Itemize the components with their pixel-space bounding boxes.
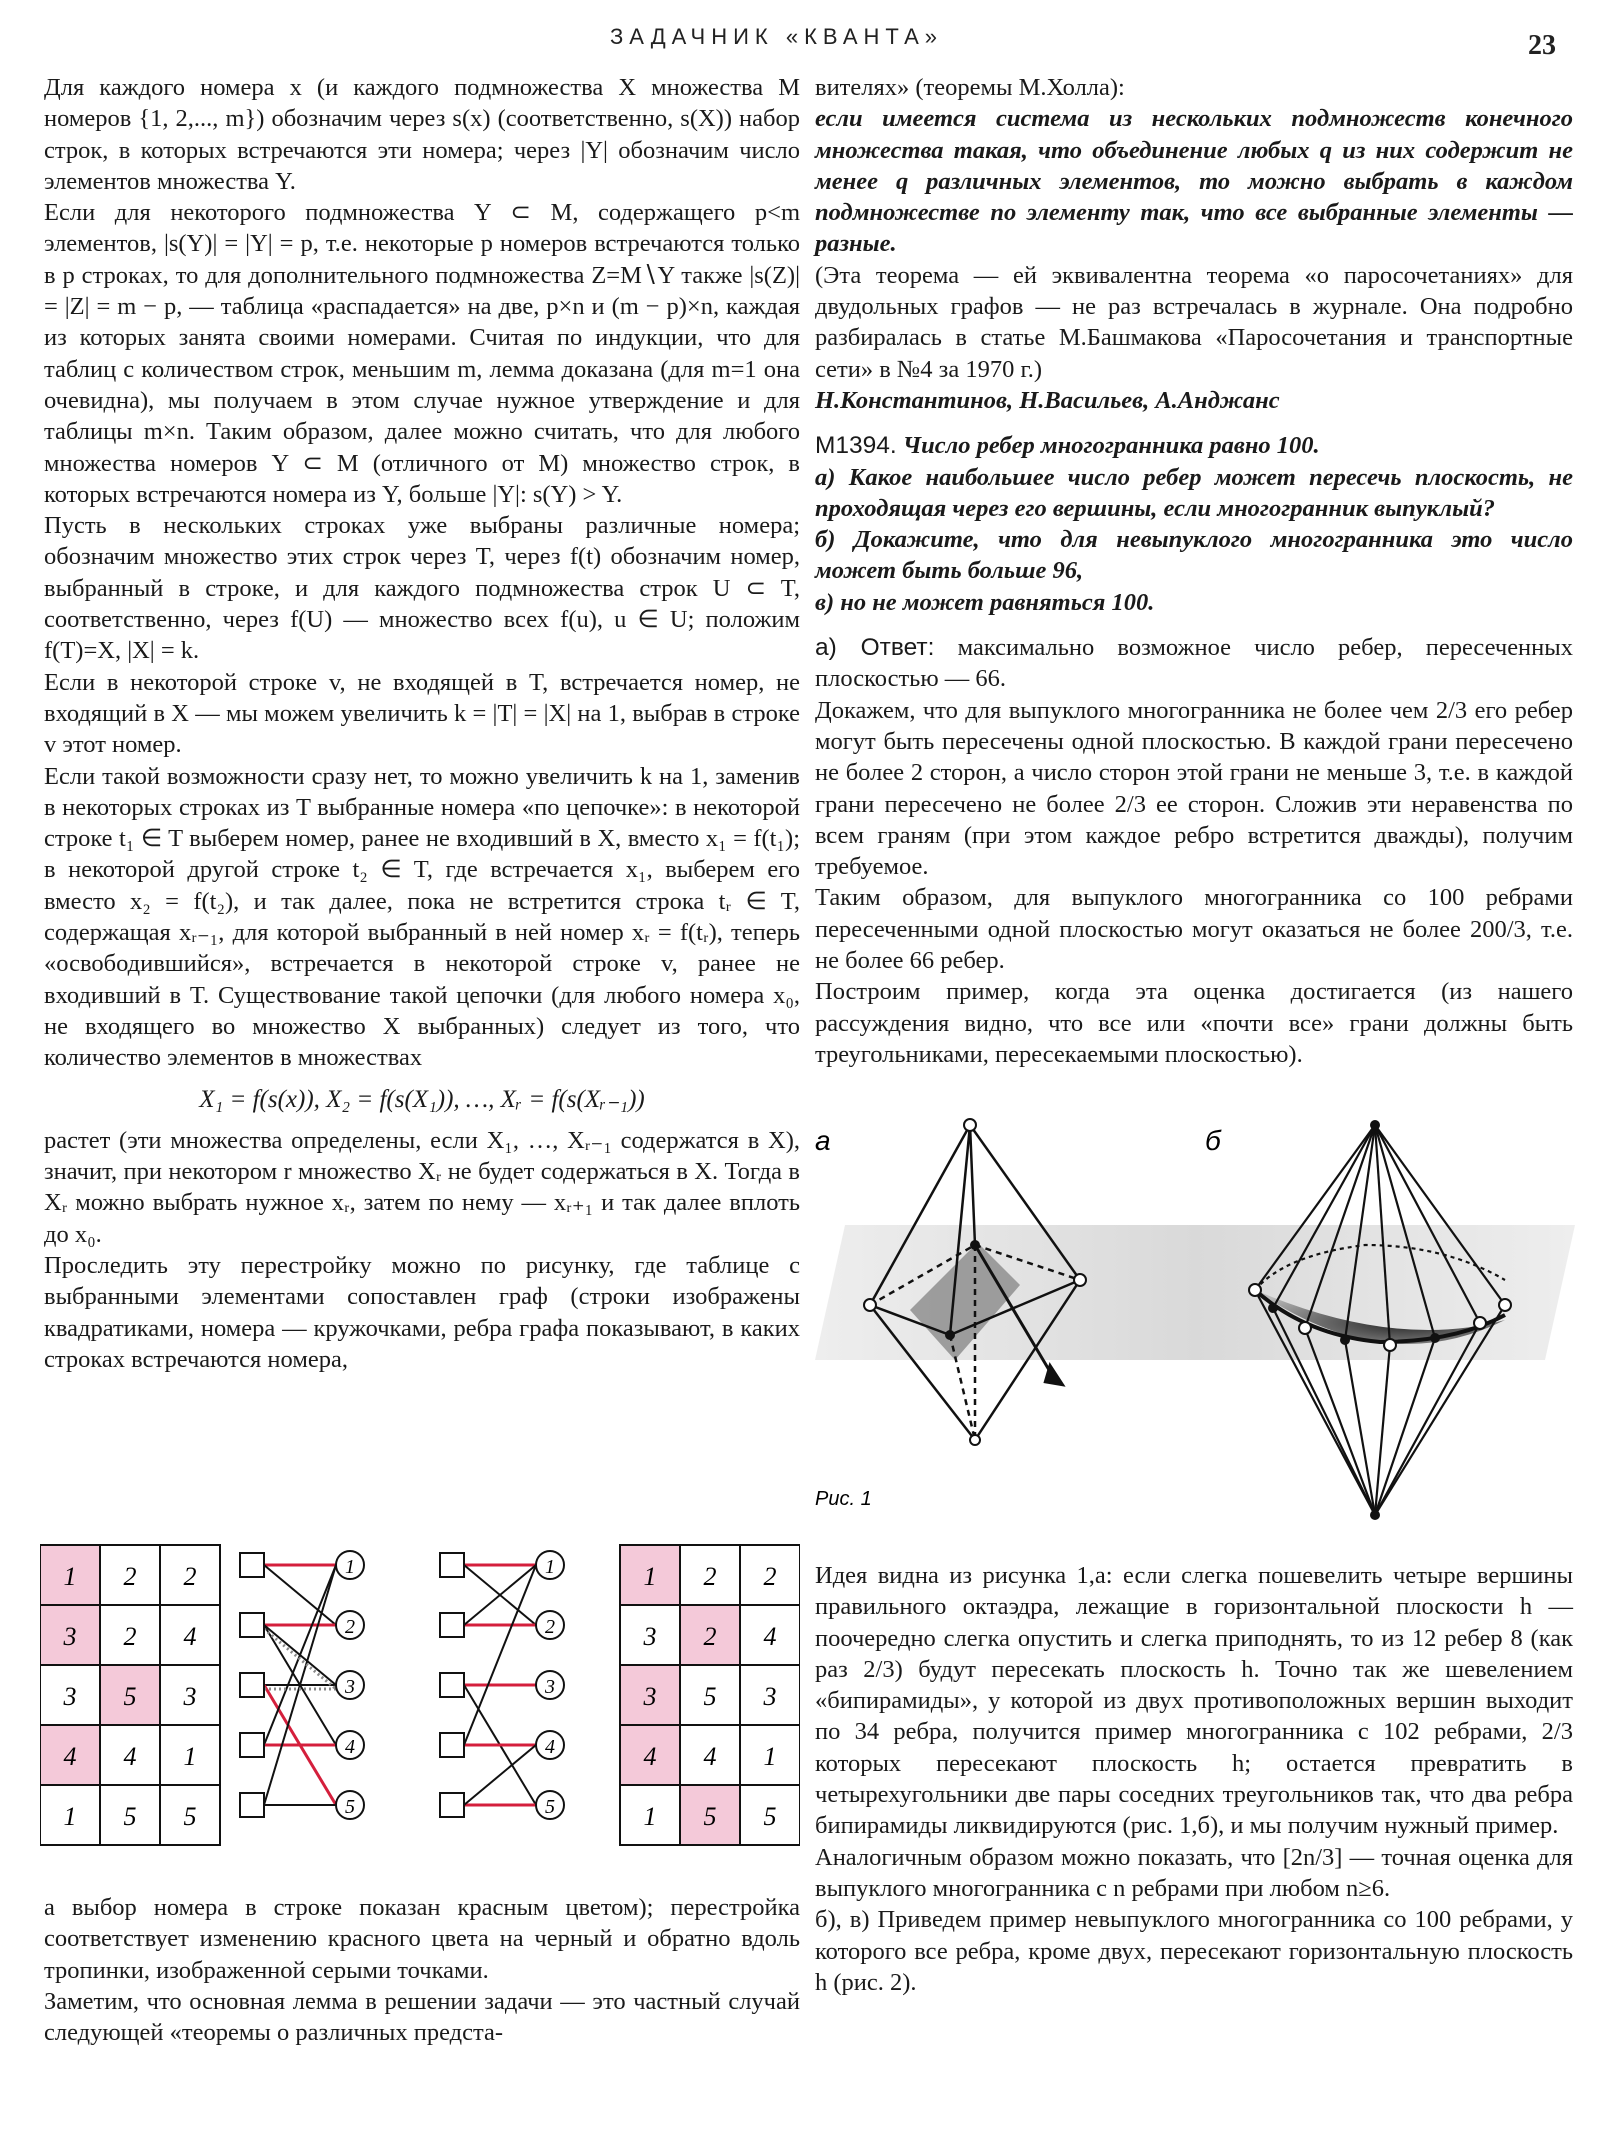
row-square	[440, 1793, 464, 1817]
paragraph: Если для некоторого подмножества Y ⊂ M, содержащего p<m элементов, |s(Y)| = |Y| = p, т.е. некоторые p номеров встречаются только в p строках, то для дополнительного подмножества Z=M∖Y также |s(Z)| = |Z| = m − p, — таблица «распадается» на две, p×n и (m − p)×n, каждая из которых занята своими номерами. Считая по индукции, что для таблиц с количеством строк, меньшим m, лемма доказана (для m=1 она очевидна), мы получаем в этом случае нужное утверждение и для таблицы m×n. Таким образом, далее можно считать, что для любого множества номеров Y ⊂ M (отличного от M) множество строк, в которых встречаются номера из Y, больше |Y|: s(Y) > Y.	[44, 199, 800, 508]
table-cell-value: 5	[703, 1802, 717, 1831]
paragraph: Заметим, что основная лемма в решении задачи — это частный случай следующей «теоремы о различных предста-	[44, 1987, 800, 2047]
vertex	[1299, 1322, 1311, 1334]
edge	[264, 1565, 336, 1625]
paragraph: Построим пример, когда эта оценка достигается (из нашего рассуждения видно, что все или «почти все» грани должны быть треугольниками, пересекаемыми плоскостью).	[815, 978, 1573, 1068]
formula: X₁ = f(s(x)), X₂ = f(s(X₁)), …, Xᵣ = f(s(Xᵣ₋₁))	[199, 1085, 645, 1113]
page-number: 23	[1528, 30, 1556, 61]
paragraph: Идея видна из рисунка 1,а: если слегка пошевелить четыре вершины правильного октаэдра, лежащие в горизонтальной плоскости h — поочередно слегка опустить и слегка приподнять, то из 12 ребер 8 (как раз 2/3) будут пересекать плоскость h. Точно так же шевелением «бипирамиды», у которой из двух противоположных вершин выходит по 34 ребра, получится пример многогранника с 102 ребрами, 2/3 которых пересекают плоскость h; остается превратить в четырехугольники две пары соседних треугольников так, что два ребра бипирамиды ликвидируются (рис. 1,б), и мы получим нужный пример.	[815, 1562, 1573, 1840]
problem-part-a: а) Какое наибольшее число ребер может пересечь плоскость, не проходящая через его вершины, если многогранник выпуклый?	[815, 463, 1573, 522]
table-cell-value: 3	[183, 1682, 197, 1711]
problem-heading	[815, 430, 1573, 461]
table-cell-value: 2	[123, 1562, 137, 1591]
left-column-bottom	[44, 1892, 800, 2048]
edge	[464, 1565, 536, 1745]
graph-right	[440, 1551, 564, 1819]
table-cell-value: 3	[63, 1622, 77, 1651]
number-circle-label: 2	[345, 1616, 355, 1638]
vertex	[1499, 1299, 1511, 1311]
number-circle-label: 3	[345, 1676, 355, 1698]
edge	[464, 1745, 536, 1805]
problem-id: М1394.	[815, 432, 897, 460]
row-square	[240, 1613, 264, 1637]
table-cell-value: 5	[763, 1802, 777, 1831]
row-square	[240, 1733, 264, 1757]
table-cell-value: 4	[183, 1622, 197, 1651]
number-circle-label: 2	[545, 1616, 555, 1638]
graph-left	[240, 1551, 364, 1819]
number-circle-label: 5	[345, 1796, 355, 1818]
problem-part-b: б) Докажите, что для невыпуклого многогранника это число может быть больше 96,	[815, 526, 1573, 585]
table-cell-value: 4	[703, 1742, 717, 1771]
vertex	[1074, 1274, 1086, 1286]
table-cell-value: 1	[63, 1802, 77, 1831]
row-square	[240, 1793, 264, 1817]
paragraph: а выбор номера в строке показан красным цветом); перестройка соответствует изменению красного цвета на черный и обратно вдоль тропинки, изображенной серыми точками.	[44, 1894, 800, 1984]
table-cell-value: 4	[63, 1742, 77, 1771]
paragraph: Для каждого номера x (и каждого подмножества X множества M номеров {1, 2,..., m}) обозначим через s(x) (соответственно, s(X)) набор строк, в которых встречаются эти номера; через |Y| обозначим число элементов множества Y.	[44, 74, 800, 195]
figure-1-label-b: б	[1205, 1125, 1221, 1156]
row-square	[440, 1733, 464, 1757]
path-dotted	[264, 1629, 336, 1689]
table-cell-value: 1	[763, 1742, 777, 1771]
table-cell-value: 3	[643, 1682, 657, 1711]
number-circle-label: 5	[545, 1796, 555, 1818]
right-column-bottom	[815, 1560, 1573, 1998]
table-left	[40, 1545, 220, 1845]
table-cell-value: 1	[63, 1562, 77, 1591]
figure-1	[805, 1110, 1585, 1530]
paragraph: Если в некоторой строке v, не входящей в T, встречается номер, не входящий в X — мы можем увеличить k = |T| = |X| на 1, выбрав в строке v этот номер.	[44, 668, 800, 759]
number-circle-label: 4	[545, 1736, 555, 1758]
row-square	[240, 1553, 264, 1577]
row-square	[240, 1673, 264, 1697]
paragraph: Пусть в нескольких строках уже выбраны различные номера; обозначим множество этих строк через T, через f(t) обозначим номер, выбранный в строке, и для каждого подмножества строк U ⊂ T, соответственно, через f(U) — множество всех f(u), u ∈ U; положим f(T)=X, |X| = k.	[44, 512, 800, 665]
table-cell-value: 2	[703, 1622, 717, 1651]
right-column-top	[815, 72, 1573, 1070]
vertex	[964, 1119, 976, 1131]
number-circle-label: 1	[345, 1556, 355, 1578]
table-cell-value: 5	[703, 1682, 717, 1711]
table-cell-value: 4	[643, 1742, 657, 1771]
vertex	[1430, 1333, 1440, 1343]
vertex	[1249, 1284, 1261, 1296]
table-cell-value: 5	[123, 1682, 137, 1711]
table-cell-value: 4	[123, 1742, 137, 1771]
number-circle-label: 3	[545, 1676, 555, 1698]
row-square	[440, 1553, 464, 1577]
table-cell-value: 3	[643, 1622, 657, 1651]
vertex	[1268, 1303, 1278, 1313]
theorem-note: (Эта теорема — ей эквивалентна теорема «о паросочетаниях» для двудольных графов — не раз встречалась в журнале. Она подробно разбиралась в статье М.Башмакова «Паросочетания и транспортные сети» в №4 за 1970 г.)	[815, 261, 1573, 383]
vertex	[970, 1435, 980, 1445]
edge	[264, 1565, 336, 1745]
vertex	[1340, 1335, 1350, 1345]
number-circle-label: 4	[345, 1736, 355, 1758]
paragraph: Если такой возможности сразу нет, то можно увеличить k на 1, заменив в некоторых строках из T выбранные номера «по цепочке»: в некоторой строке t₁ ∈ T выберем номер, ранее не входивший в X, вместо x₁ = f(t₁); в некоторой другой строке t₂ ∈ T, где встречается x₁, выберем его вместо x₂ = f(t₂), и так далее, пока не встретится строка tᵣ ∈ T, содержащая xᵣ₋₁, для которой выбранный в ней номер xᵣ = f(tᵣ), теперь «освободившийся», встречается в некоторой строке v, ранее не входивший в T. Существование такой цепочки (для любого номера x₀, не входящего во множество X выбранных) следует из того, что количество элементов в множествах	[44, 762, 800, 1072]
theorem-intro: вителях» (теоремы М.Холла):	[815, 74, 1125, 101]
answer-text: максимально возможное число ребер, пересеченных плоскостью — 66.	[815, 634, 1573, 693]
vertex	[1384, 1339, 1396, 1351]
table-cell-value: 4	[763, 1622, 777, 1651]
problem-text: Число ребер многогранника равно 100.	[902, 432, 1320, 460]
paragraph: Докажем, что для выпуклого многогранника не более чем 2/3 его ребер могут быть пересечены одной плоскостью. В каждой грани пересечено не более 2 сторон, а число сторон этой грани не меньше 3, т.е. в каждой грани пересечено не более 2/3 ее сторон. Сложив эти неравенства по всем граням (при этом каждое ребро встретится дважды), получим требуемое.	[815, 696, 1573, 881]
problem-part-c: в) но не может равняться 100.	[815, 588, 1155, 616]
theorem-statement: если имеется система из нескольких подмножеств конечного множества такая, что объединение любых q из них содержит не менее q различных элементов, то можно выбрать в каждом подмножестве по элементу так, что все выбранные элементы — разные.	[815, 105, 1573, 258]
vertex	[1370, 1510, 1380, 1520]
authors: Н.Константинов, Н.Васильев, А.Анджанс	[815, 386, 1280, 414]
figure-1-label-a: а	[815, 1125, 831, 1156]
running-title: ЗАДАЧНИК «КВАНТА»	[610, 24, 944, 49]
table-cell-value: 3	[763, 1682, 777, 1711]
vertex	[1474, 1317, 1486, 1329]
table-cell-value: 5	[123, 1802, 137, 1831]
running-head	[0, 22, 1600, 62]
table-cell-value: 2	[123, 1622, 137, 1651]
table-cell-value: 2	[703, 1562, 717, 1591]
table-cell-value: 1	[643, 1802, 657, 1831]
table-cell-value: 3	[63, 1682, 77, 1711]
number-circle-label: 1	[545, 1556, 555, 1578]
figure-2	[40, 1535, 800, 1875]
paragraph: Аналогичным образом можно показать, что [2n/3] — точная оценка для выпуклого многогранника с n ребрами при любом n≥6.	[815, 1843, 1573, 1902]
row-square	[440, 1673, 464, 1697]
vertex	[945, 1330, 955, 1340]
vertex	[970, 1240, 980, 1250]
row-square	[440, 1613, 464, 1637]
vertex	[1370, 1120, 1380, 1130]
table-right	[620, 1545, 800, 1845]
table-cell-value: 2	[183, 1562, 197, 1591]
paragraph: Проследить эту перестройку можно по рисунку, где таблице с выбранными элементами сопоставлен граф (строки изображены квадратиками, номера — кружочками, ребра графа показывают, в каких строках встречаются номера,	[44, 1251, 800, 1373]
vertex	[864, 1299, 876, 1311]
answer-label: а) Ответ:	[815, 634, 935, 662]
table-cell-value: 5	[183, 1802, 197, 1831]
paragraph: б), в) Приведем пример невыпуклого многогранника со 100 ребрами, у которого все ребра, кроме двух, пересекают горизонтальную плоскость h (рис. 2).	[815, 1906, 1573, 1996]
paragraph: Таким образом, для выпуклого многогранника со 100 ребрами пересеченными одной плоскостью могут оказаться не более 200/3, т.е. не более 66 ребер.	[815, 884, 1573, 975]
table-cell-value: 1	[643, 1562, 657, 1591]
paragraph: растет (эти множества определены, если X₁, …, Xᵣ₋₁ содержатся в X), значит, при некотором r множество Xᵣ не будет содержаться в X. Тогда в Xᵣ можно выбрать нужное xᵣ, затем по нему — xᵣ₊₁ и так далее вплоть до x₀.	[44, 1126, 800, 1248]
answer	[815, 632, 1573, 695]
table-cell-value: 2	[763, 1562, 777, 1591]
table-cell-value: 1	[183, 1742, 197, 1771]
left-column	[44, 72, 800, 1375]
figure-1-caption: Рис. 1	[815, 1488, 872, 1510]
